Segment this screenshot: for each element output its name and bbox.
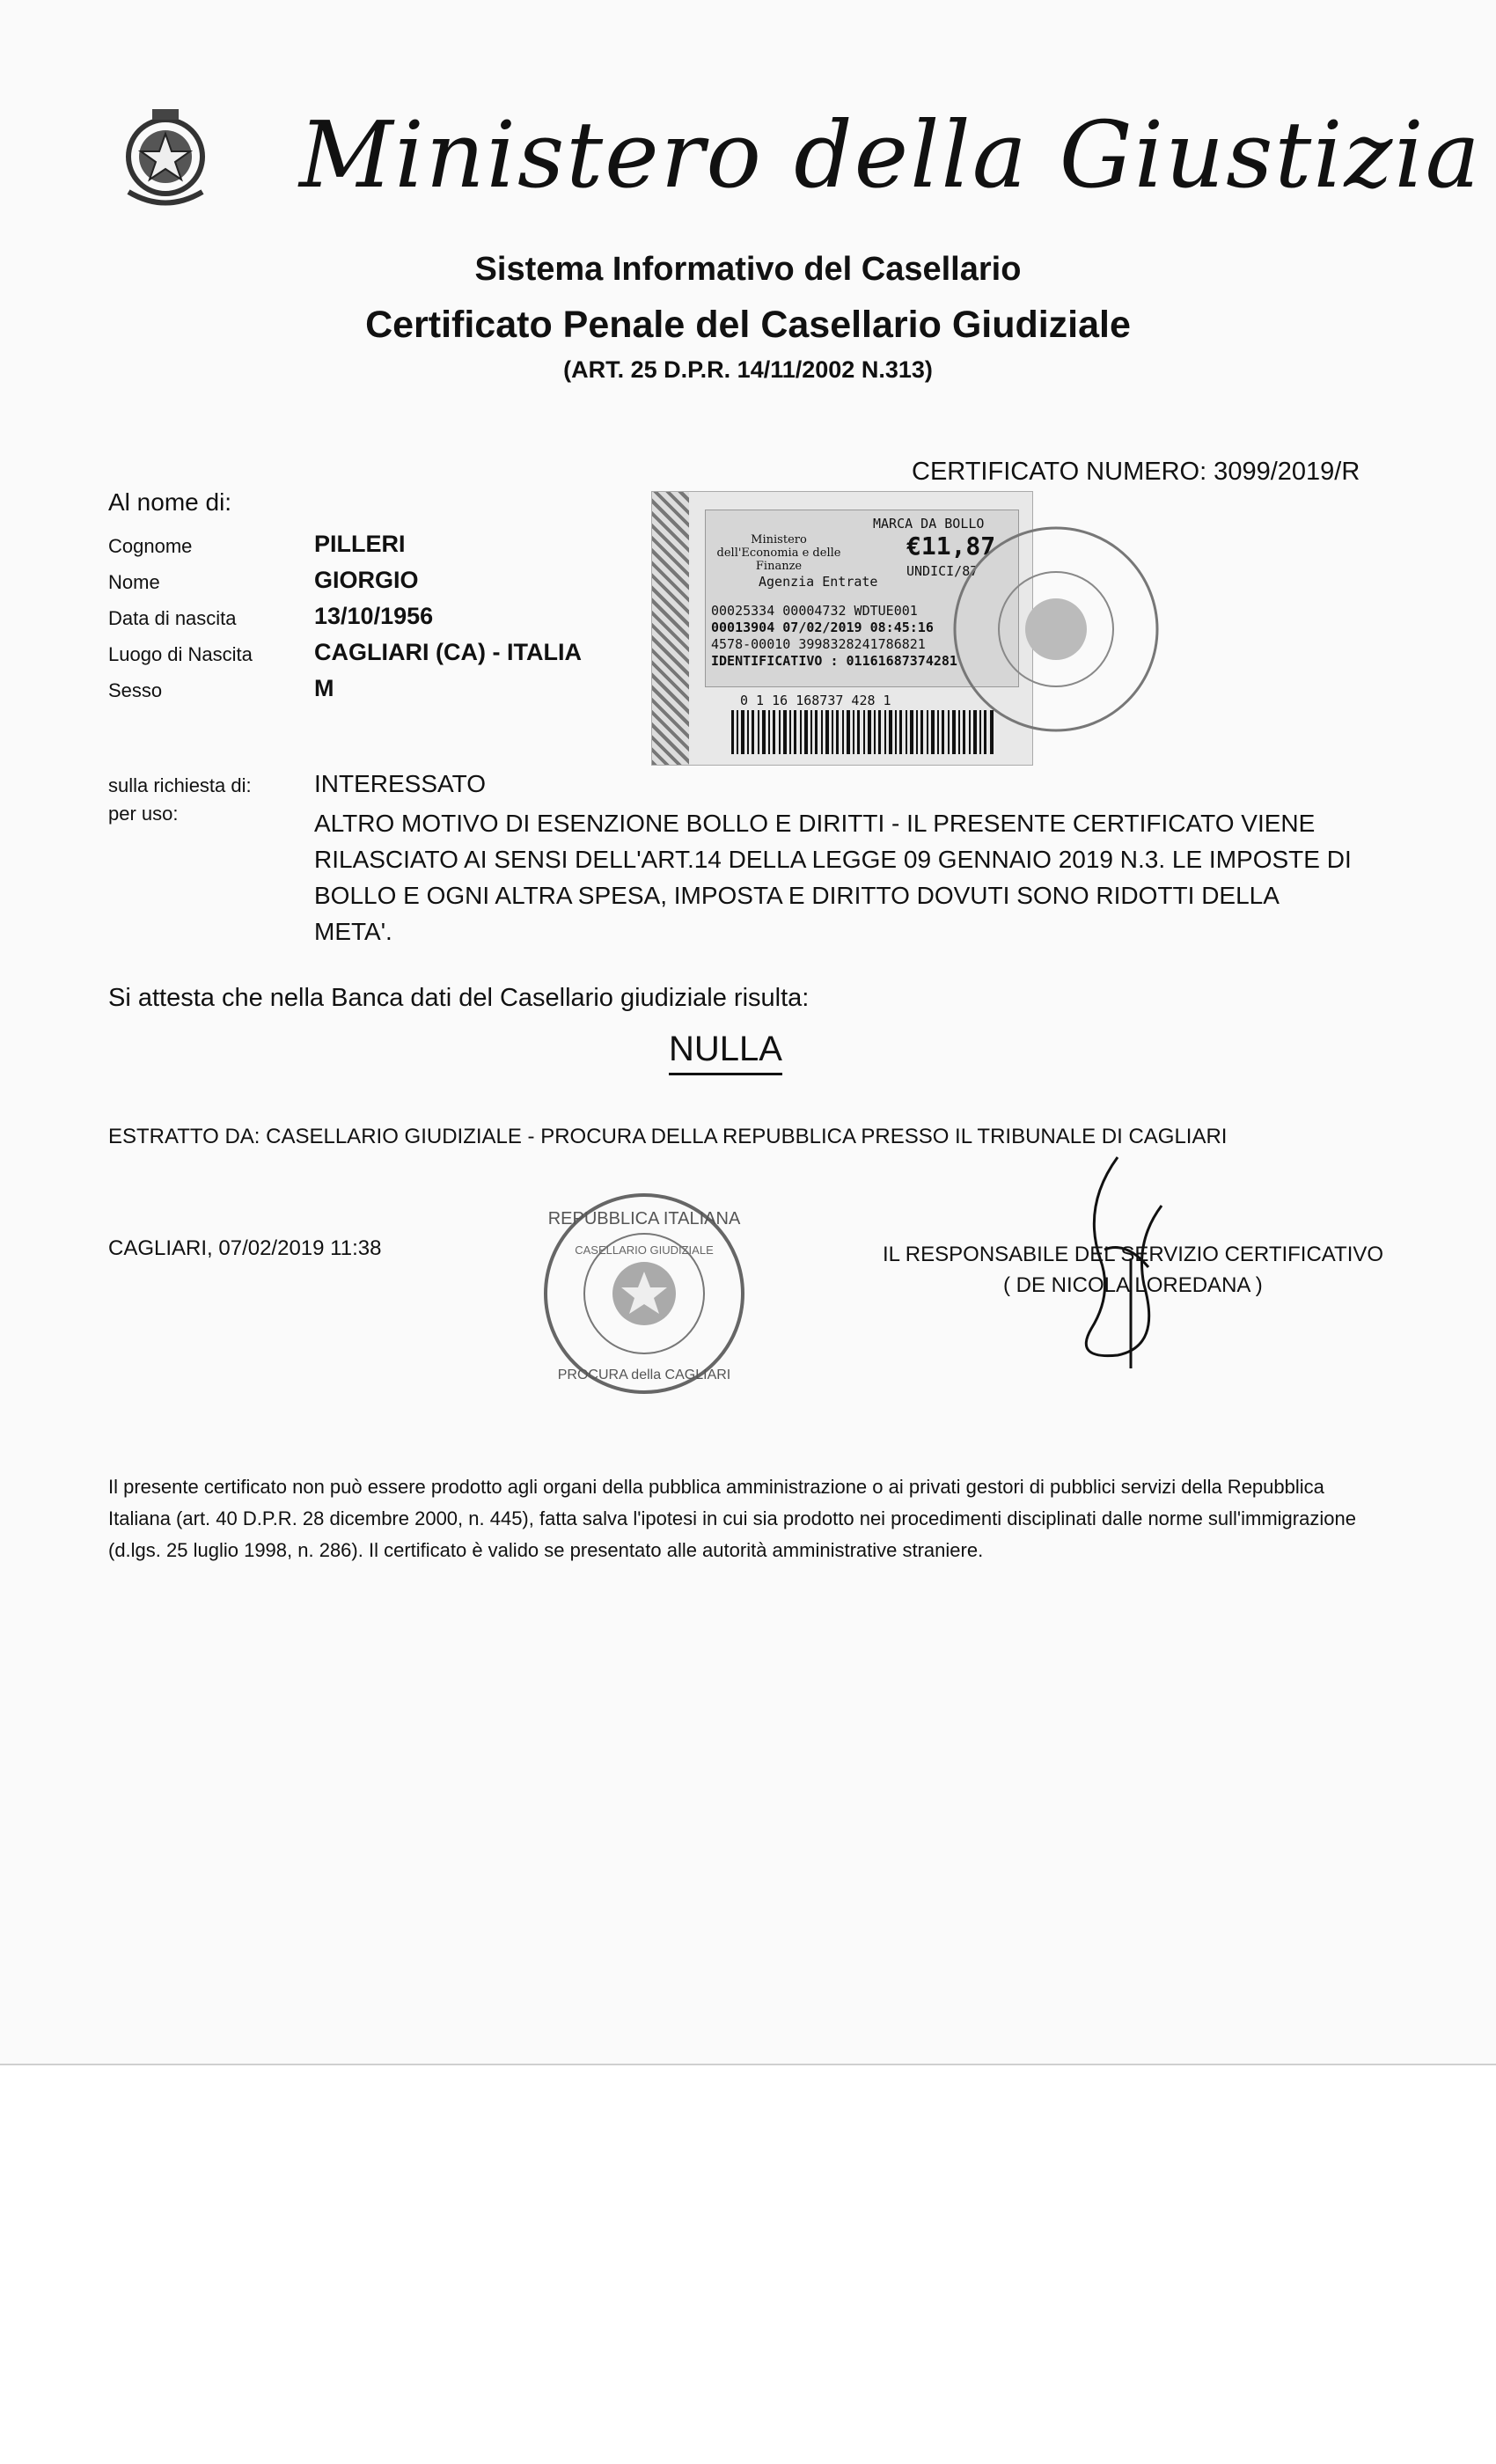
court-seal-inner-text: CASELLARIO GIUDIZIALE <box>575 1243 714 1257</box>
birthplace-value: CAGLIARI (CA) - ITALIA <box>314 639 582 665</box>
sex-label: Sesso <box>108 679 163 701</box>
surname-label: Cognome <box>108 535 193 557</box>
certificate-number: CERTIFICATO NUMERO: 3099/2019/R <box>912 458 1360 486</box>
request-value: INTERESSATO <box>314 770 487 797</box>
birthdate-label: Data di nascita <box>108 607 237 629</box>
stamp-agency: Agenzia Entrate <box>759 574 878 590</box>
signatory-role: IL RESPONSABILE DEL SERVIZIO CERTIFICATIVO <box>883 1243 1384 1266</box>
legal-notice: Il presente certificato non può essere prodotto agli organi della pubblica amministrazione o ai privati gestori di pubblici servizi della Repubblica Italiana (art. 40 D.P.R. 28 dicembre 2000, n. 445), fatta salva l'ipotesi in cui sia prodotto nei procedimenti disciplinati dalle norme sull'immigrazione (d.lgs. 25 luglio 1998, n. 286). Il certificato è valido se presentato alle autorità amministrative straniere. <box>108 1476 1356 1561</box>
stamp-header: MARCA DA BOLLO <box>873 516 985 532</box>
stamp-amount-words: UNDICI/87 <box>906 563 979 579</box>
sex-value: M <box>314 675 334 701</box>
name-label: Nome <box>108 571 160 593</box>
stamp-line-3: 4578-00010 3998328241786821 <box>711 636 926 652</box>
place-date: CAGLIARI, 07/02/2019 11:38 <box>108 1236 382 1260</box>
court-seal-icon <box>539 1184 750 1404</box>
stamp-amount: €11,87 <box>906 532 996 561</box>
court-seal-top-text: REPUBBLICA ITALIANA <box>547 1209 741 1228</box>
system-title: Sistema Informativo del Casellario <box>474 251 1022 288</box>
office-seal-icon <box>946 519 1166 739</box>
result-value: NULLA <box>669 1030 782 1075</box>
republic-emblem-icon <box>113 104 218 218</box>
stamp-line-1: 00025334 00004732 WDTUE001 <box>711 603 918 619</box>
use-label: per uso: <box>108 803 179 825</box>
stamp-line-2: 00013904 07/02/2019 08:45:16 <box>711 620 934 635</box>
ministry-title: Ministero della Giustizia <box>299 101 1482 209</box>
handwritten-signature-icon <box>1065 1153 1188 1373</box>
stamp-barcode-text: 0 1 16 168737 428 1 <box>740 693 891 708</box>
extract-source: ESTRATTO DA: CASELLARIO GIUDIZIALE - PROCURA DELLA REPUBBLICA PRESSO IL TRIBUNALE DI CAGLIARI <box>108 1125 1228 1148</box>
attestation-text: Si attesta che nella Banca dati del Casellario giudiziale risulta: <box>108 984 810 1012</box>
birthplace-label: Luogo di Nascita <box>108 643 253 665</box>
person-heading: Al nome di: <box>108 488 232 516</box>
court-seal-bottom-text: PROCURA della CAGLIARI <box>557 1368 731 1382</box>
stamp-line-4: IDENTIFICATIVO : 01161687374281 <box>711 653 957 669</box>
stamp-issuer: Ministero dell'Economia e delle Finanze <box>716 533 841 573</box>
surname-value: PILLERI <box>314 531 406 557</box>
stamp-hologram-strip <box>652 492 689 765</box>
name-value: GIORGIO <box>314 567 419 593</box>
birthdate-value: 13/10/1956 <box>314 603 434 629</box>
use-value: ALTRO MOTIVO DI ESENZIONE BOLLO E DIRITTI - IL PRESENTE CERTIFICATO VIENE RILASCIATO AI SENSI DELL'ART.14 DELLA LEGGE 09 GENNAIO 2019 N.3. LE IMPOSTE DI BOLLO E OGNI ALTRA SPESA, IMPOSTA E DIRITTO DOVUTI SONO RIDOTTI DELLA META'. <box>314 810 1352 945</box>
law-reference: (ART. 25 D.P.R. 14/11/2002 N.313) <box>563 356 933 383</box>
request-label: sulla richiesta di: <box>108 774 252 796</box>
document-title: Certificato Penale del Casellario Giudiziale <box>365 304 1131 346</box>
signatory-name: ( DE NICOLA LOREDANA ) <box>1003 1273 1263 1297</box>
